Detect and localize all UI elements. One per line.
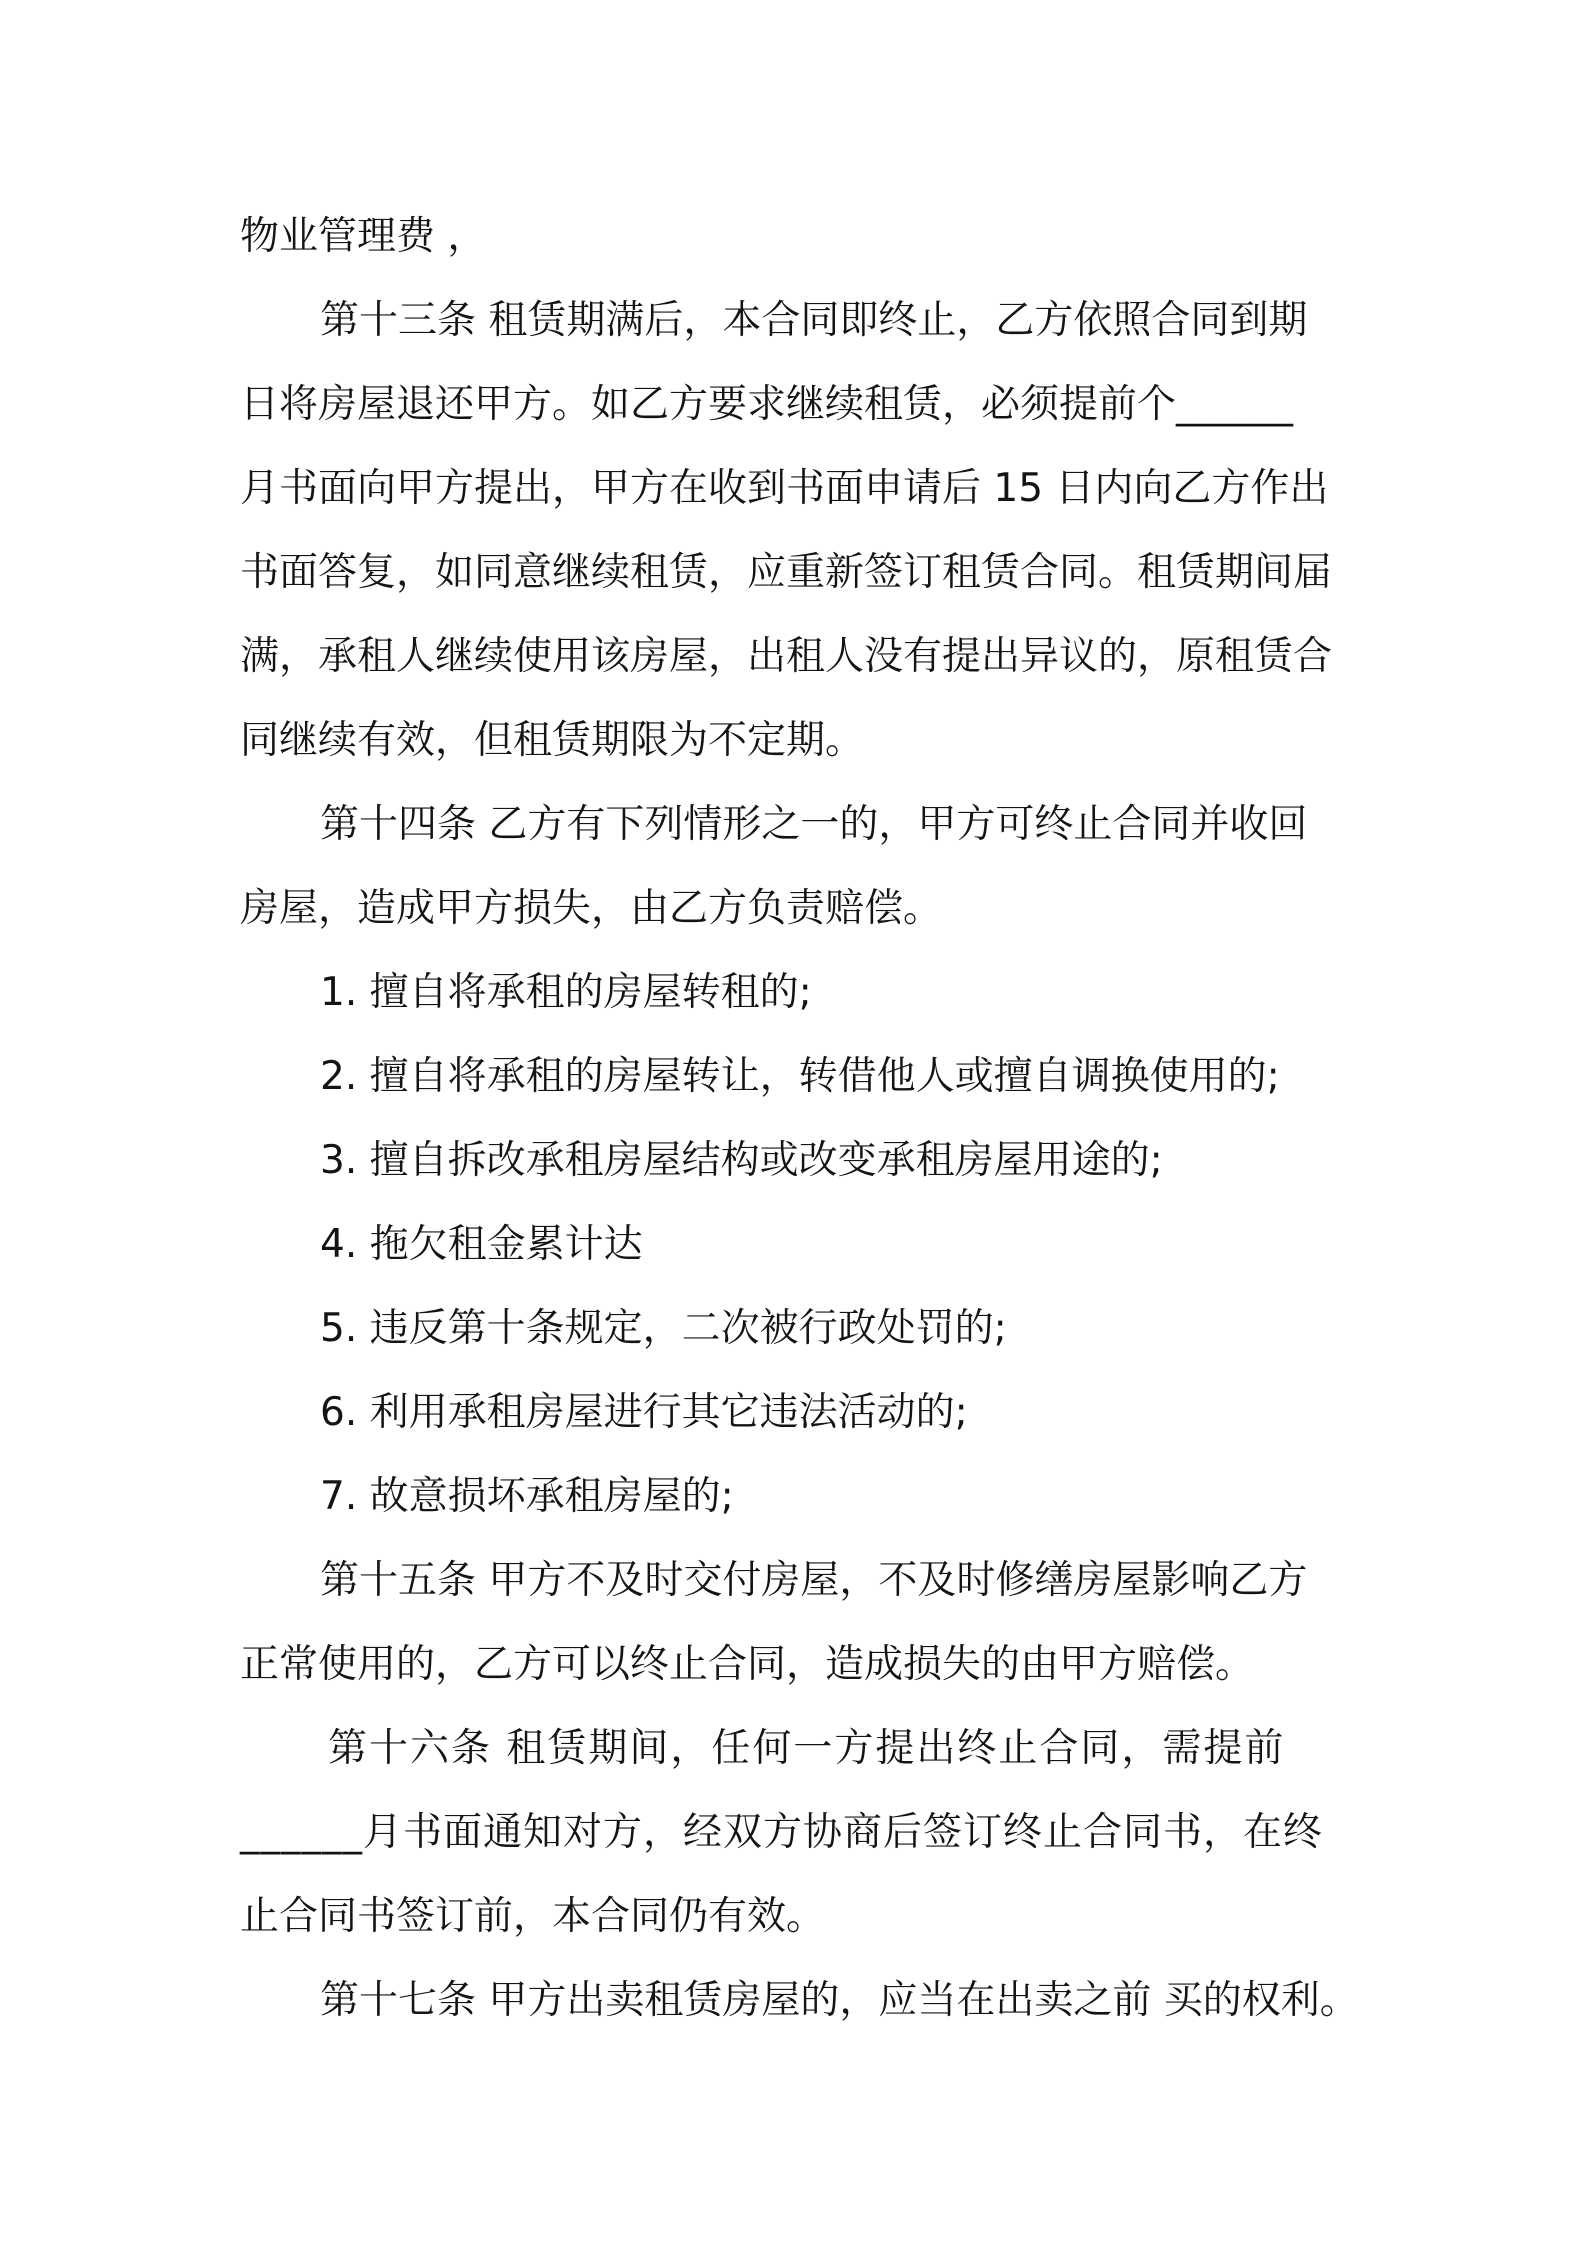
list-item: 6. 利用承租房屋进行其它违法活动的;: [320, 1390, 968, 1435]
text-line: 止合同书签订前，本合同仍有效。: [240, 1894, 826, 1939]
article-14-heading-line: 第十四条 乙方有下列情形之一的，甲方可终止合同并收回: [320, 802, 1308, 847]
article-15-heading-line: 第十五条 甲方不及时交付房屋，不及时修缮房屋影响乙方: [320, 1558, 1308, 1603]
list-item: 7. 故意损坏承租房屋的;: [320, 1474, 734, 1519]
text-line: 月书面向甲方提出，甲方在收到书面申请后 15 日内向乙方作出: [240, 466, 1329, 511]
text-line: 房屋，造成甲方损失，由乙方负责赔偿。: [240, 886, 943, 931]
text-line: 同继续有效，但租赁期限为不定期。: [240, 718, 865, 763]
text-line: 书面答复，如同意继续租赁，应重新签订租赁合同。租赁期间届: [240, 550, 1333, 595]
text-line: 物业管理费 ，: [240, 214, 487, 259]
list-item: 2. 擅自将承租的房屋转让，转借他人或擅自调换使用的;: [320, 1054, 1280, 1099]
list-item: 1. 擅自将承租的房屋转租的;: [320, 970, 812, 1015]
text-line: 满，承租人继续使用该房屋，出租人没有提出异议的，原租赁合: [240, 634, 1333, 679]
text-line: ______月书面通知对方，经双方协商后签订终止合同书，在终: [240, 1810, 1324, 1855]
list-item: 4. 拖欠租金累计达: [320, 1222, 643, 1267]
text-line: 正常使用的，乙方可以终止合同，造成损失的由甲方赔偿。: [240, 1642, 1255, 1687]
article-16-heading-line: 第十六条 租赁期间，任何一方提出终止合同，需提前: [328, 1726, 1286, 1771]
document-body: [240, 195, 1360, 2043]
article-17-heading-line: 第十七条 甲方出卖租赁房屋的，应当在出卖之前 买的权利。: [320, 1978, 1359, 2023]
text-line: 日将房屋退还甲方。如乙方要求继续租赁，必须提前个______: [240, 382, 1294, 427]
list-item: 5. 违反第十条规定，二次被行政处罚的;: [320, 1306, 1007, 1351]
article-13-heading-line: 第十三条 租赁期满后，本合同即终止，乙方依照合同到期: [320, 298, 1308, 343]
list-item: 3. 擅自拆改承租房屋结构或改变承租房屋用途的;: [320, 1138, 1163, 1183]
